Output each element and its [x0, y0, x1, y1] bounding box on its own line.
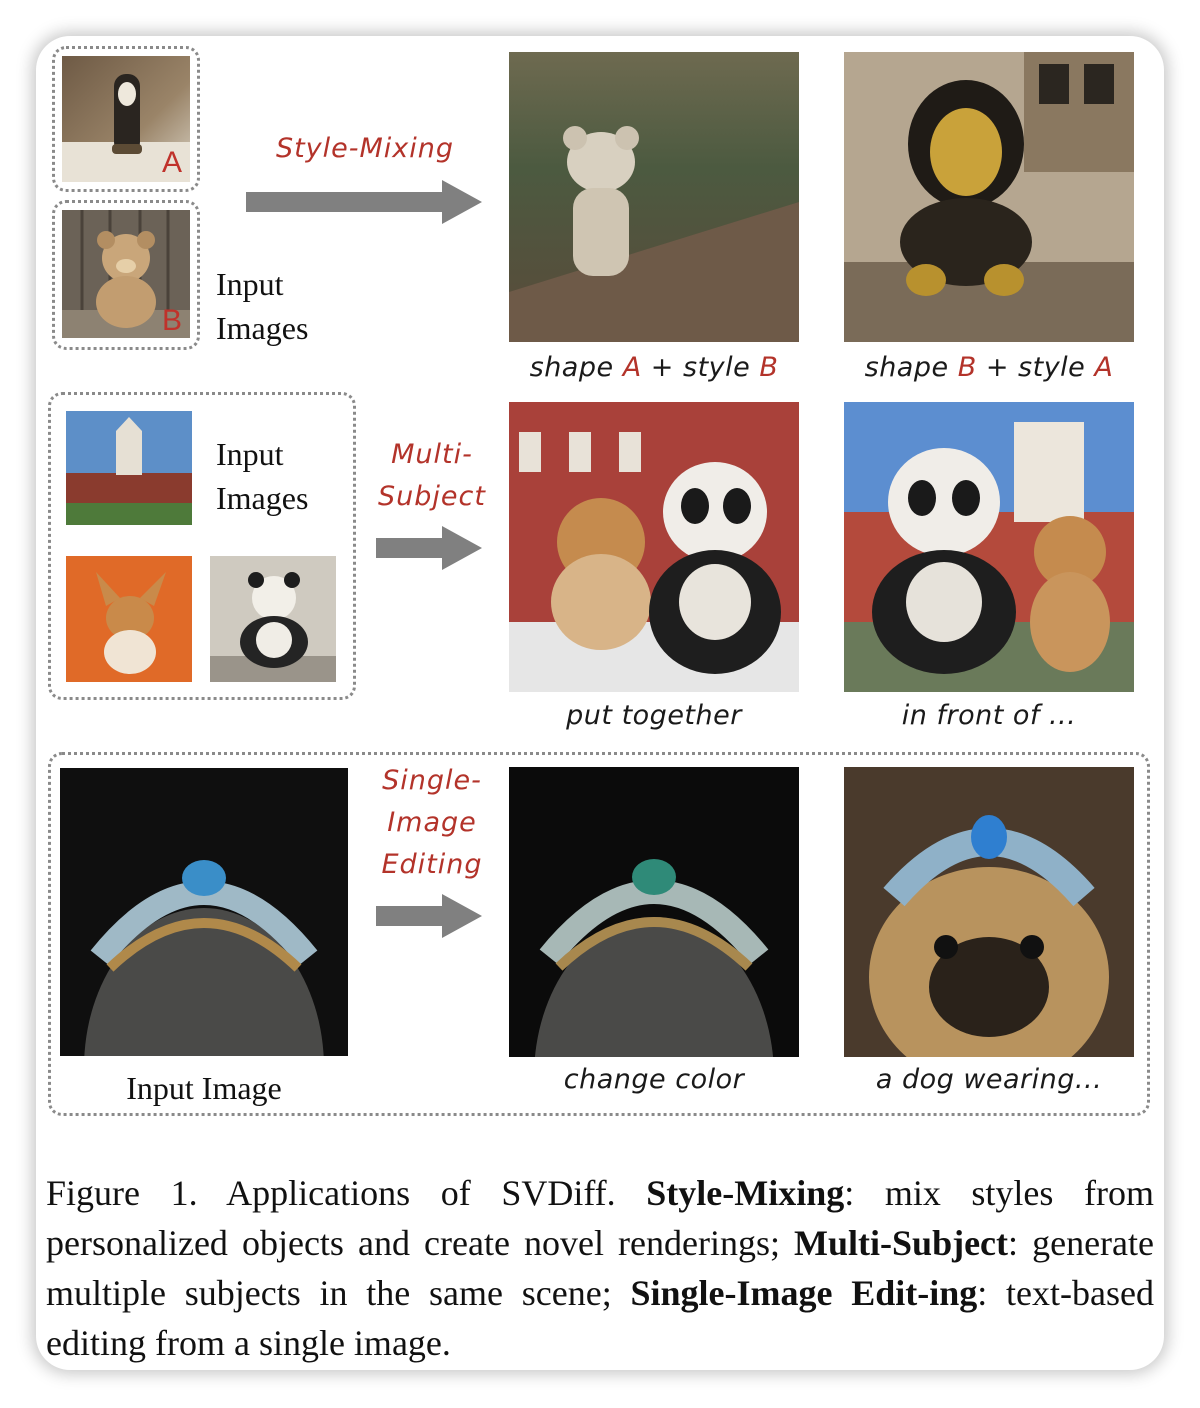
input-image-panda — [210, 556, 336, 682]
shape-word: shape — [529, 352, 614, 383]
caption-text-1: : mix styles from personalized objects and create novel renderings; — [46, 1173, 1154, 1263]
single-image-editing-label — [358, 760, 506, 886]
style-letter: A — [1094, 352, 1114, 383]
output-shape-b-style-a — [844, 52, 1134, 342]
output2-caption-row3: a dog wearing... — [875, 1064, 1103, 1095]
row2-input-label — [216, 432, 308, 520]
plus-sign: + — [650, 352, 674, 383]
caption-text-2: : generate multiple subjects in the same scene; — [46, 1223, 1154, 1313]
multi-subject-label-line1: Multi- — [391, 439, 473, 470]
shape-letter: B — [957, 352, 977, 383]
output-in-front-of — [844, 402, 1134, 692]
output2-caption-row1 — [829, 352, 1149, 383]
output1-caption-row3: change color — [563, 1064, 745, 1095]
output-change-color — [509, 767, 799, 1057]
output-put-together — [509, 402, 799, 692]
caption-prefix: Figure 1. Applications of SVDiff. — [46, 1173, 647, 1213]
input-image-building — [66, 411, 192, 525]
style-mixing-label: Style-Mixing — [275, 133, 455, 164]
marker-b: B — [162, 304, 183, 337]
row2-input-label-line1: Input — [216, 436, 284, 472]
row1-input-label-line1: Input — [216, 266, 284, 302]
row1-input-label — [216, 262, 308, 350]
output-dog-wearing — [844, 767, 1134, 1057]
caption-term-multi-subject: Multi-Subject — [794, 1223, 1009, 1263]
single-image-editing-label-line2: Image — [387, 807, 477, 838]
row2-input-label-line2: Images — [216, 480, 309, 516]
caption-text-3: : text-based editing from a single image. — [46, 1273, 1154, 1363]
input-image-tiara — [60, 768, 348, 1056]
output2-caption-row2: in front of ... — [901, 700, 1077, 731]
output1-caption-row2: put together — [566, 700, 742, 731]
style-word: style — [1018, 352, 1086, 383]
output1-caption-row1 — [494, 352, 814, 383]
caption-term-single-image-editing: Single-Image Edit-ing — [630, 1273, 978, 1313]
marker-a: A — [162, 146, 183, 179]
multi-subject-label-line2: Subject — [378, 481, 486, 512]
shape-word: shape — [864, 352, 949, 383]
input-image-dog — [66, 556, 192, 682]
single-image-editing-label-line3: Editing — [381, 849, 483, 880]
plus-sign: + — [985, 352, 1009, 383]
row1-input-label-line2: Images — [216, 310, 309, 346]
row3-input-label: Input Image — [126, 1070, 282, 1106]
style-letter: B — [759, 352, 779, 383]
output-shape-a-style-b — [509, 52, 799, 342]
shape-letter: A — [622, 352, 642, 383]
arrow-right-icon — [376, 894, 482, 938]
arrow-right-icon — [376, 526, 482, 570]
figure-caption — [46, 1168, 1154, 1368]
arrow-right-icon — [246, 180, 482, 224]
multi-subject-label — [362, 434, 502, 518]
style-word: style — [683, 352, 751, 383]
single-image-editing-label-line1: Single- — [382, 765, 482, 796]
caption-term-style-mixing: Style-Mixing — [646, 1173, 845, 1213]
